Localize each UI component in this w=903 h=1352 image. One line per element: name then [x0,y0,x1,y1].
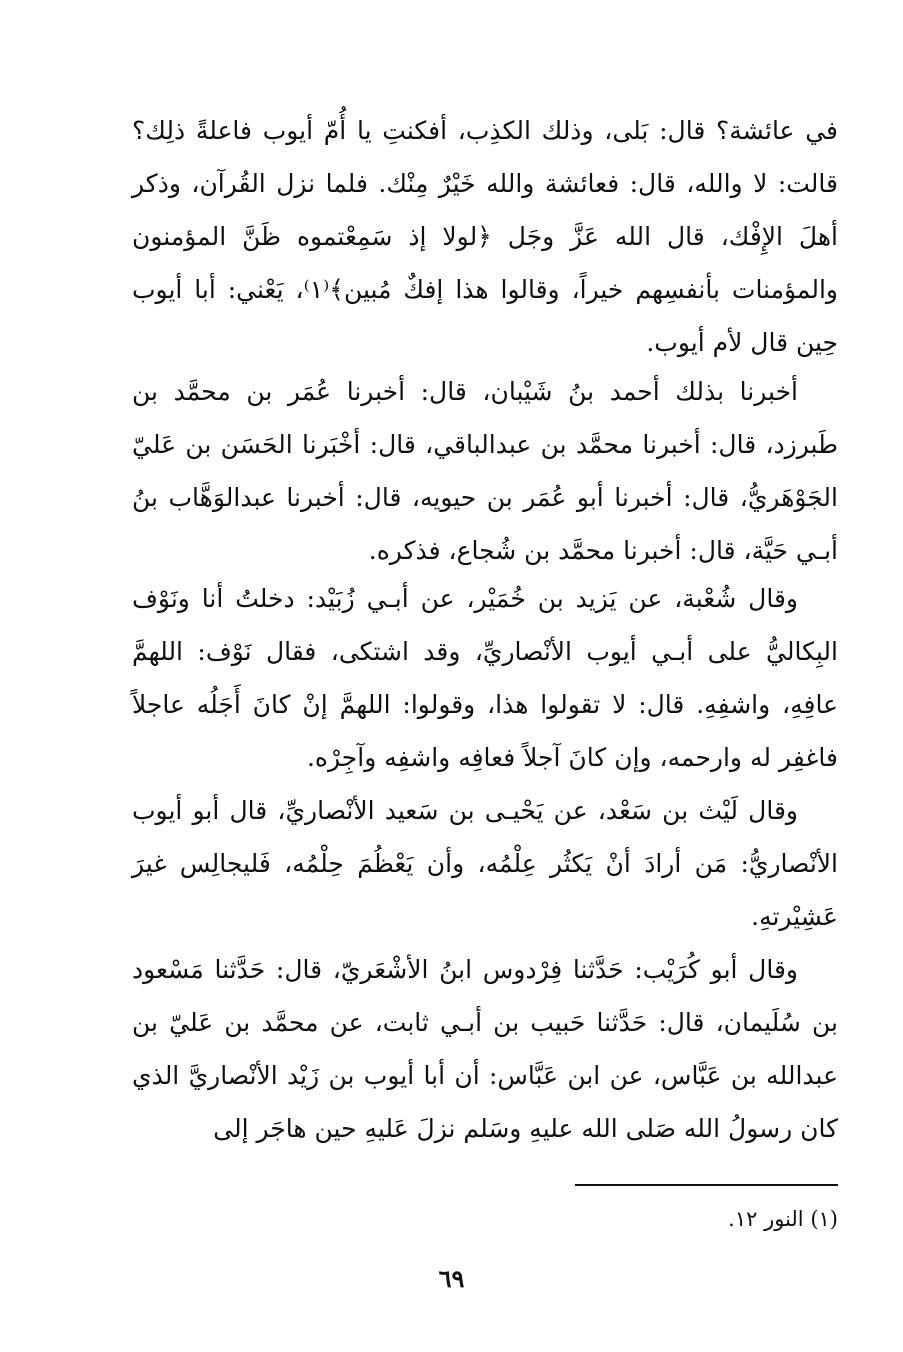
paragraph-5-text: وقال أبو كُرَيْب: حَدَّثنا فِرْدوس ابنُ الأشْعَريّ، قال: حَدَّثنا مَسْعود بن سُلَيمان، قال: حَدَّثنا حَبيب بن أبـي ثابت، عن محمَّد بن عَليّ بن عبدالله بن عَبَّاس، عن ابن عَبَّاس: أن أبا أيوب بن زَيْد الأنْصاريَّ الذي كان رسولُ الله صَلى الله عليهِ وسَلم نزلَ عَليهِ حين هاجَر إلى [132,955,838,1143]
page-number: ٦٩ [438,1264,465,1293]
paragraph-4 [132,784,838,943]
paragraph-2 [132,365,838,577]
paragraph-2-text: أخبرنا بذلك أحمد بنُ شَيْبان، قال: أخبرنا عُمَر بن محمَّد بن طَبرزد، قال: أخبرنا محمَّد بن عبدالباقي، قال: أخْبَرنا الحَسَن بن عَليّ الجَوْهَريُّ، قال: أخبرنا أبو عُمَر بن حيويه، قال: أخبرنا عبدالوَهَّاب بنُ أبـي حَيَّة، قال: أخبرنا محمَّد بن شُجاع، فذكره. [132,377,838,565]
paragraph-3 [132,572,838,784]
footnote: (١) النور ١٢. [728,1207,838,1231]
paragraph-4-text: وقال لَيْث بن سَعْد، عن يَحْيـى بن سَعيد الأنْصاريِّ، قال أبو أيوب الأنْصاريُّ: مَن أرادَ أنْ يَكثُر عِلْمُه، وأن يَعْظُمَ حِلْمُه، فَليجالِس غيرَ عَشِيْرتهِ. [132,796,838,931]
paragraph-1 [132,104,838,369]
paragraph-5 [132,943,838,1155]
paragraph-3-text: وقال شُعْبة، عن يَزيد بن خُمَيْر، عن أبـي زُبَيْد: دخلتُ أنا ونَوْف البِكاليُّ على أبـي أيوب الأنْصاريِّ، وقد اشتكى، فقال نَوْف: اللهمَّ عافِهِ، واشفِهِ. قال: لا تقولوا هذا، وقولوا: اللهمَّ إنْ كانَ أَجَلُه عاجلاً فاغفِر له وارحمه، وإن كانَ آجلاً فعافِه واشفِه وآجِرْه. [132,584,838,772]
footnote-divider [575,1184,838,1186]
paragraph-1-text: في عائشة؟ قال: بَلى، وذلك الكذِب، أفكنتِ يا أُمّ أيوب فاعلةً ذلِك؟ قالت: لا والله، قال: فعائشة والله خَيْرٌ مِنْك. فلما نزل القُرآن، وذكر أهلَ الإِفْك، قال الله عَزَّ وجَل ﴿لولا إذ سَمِعْتموه ظَنَّ المؤمنون والمؤمنات بأنفسِهم خيراً، وقالوا هذا إفكٌ مُبين﴾⁽١⁾، يَعْني: أبا أيوب حِين قال لأم أيوب. [132,116,838,357]
